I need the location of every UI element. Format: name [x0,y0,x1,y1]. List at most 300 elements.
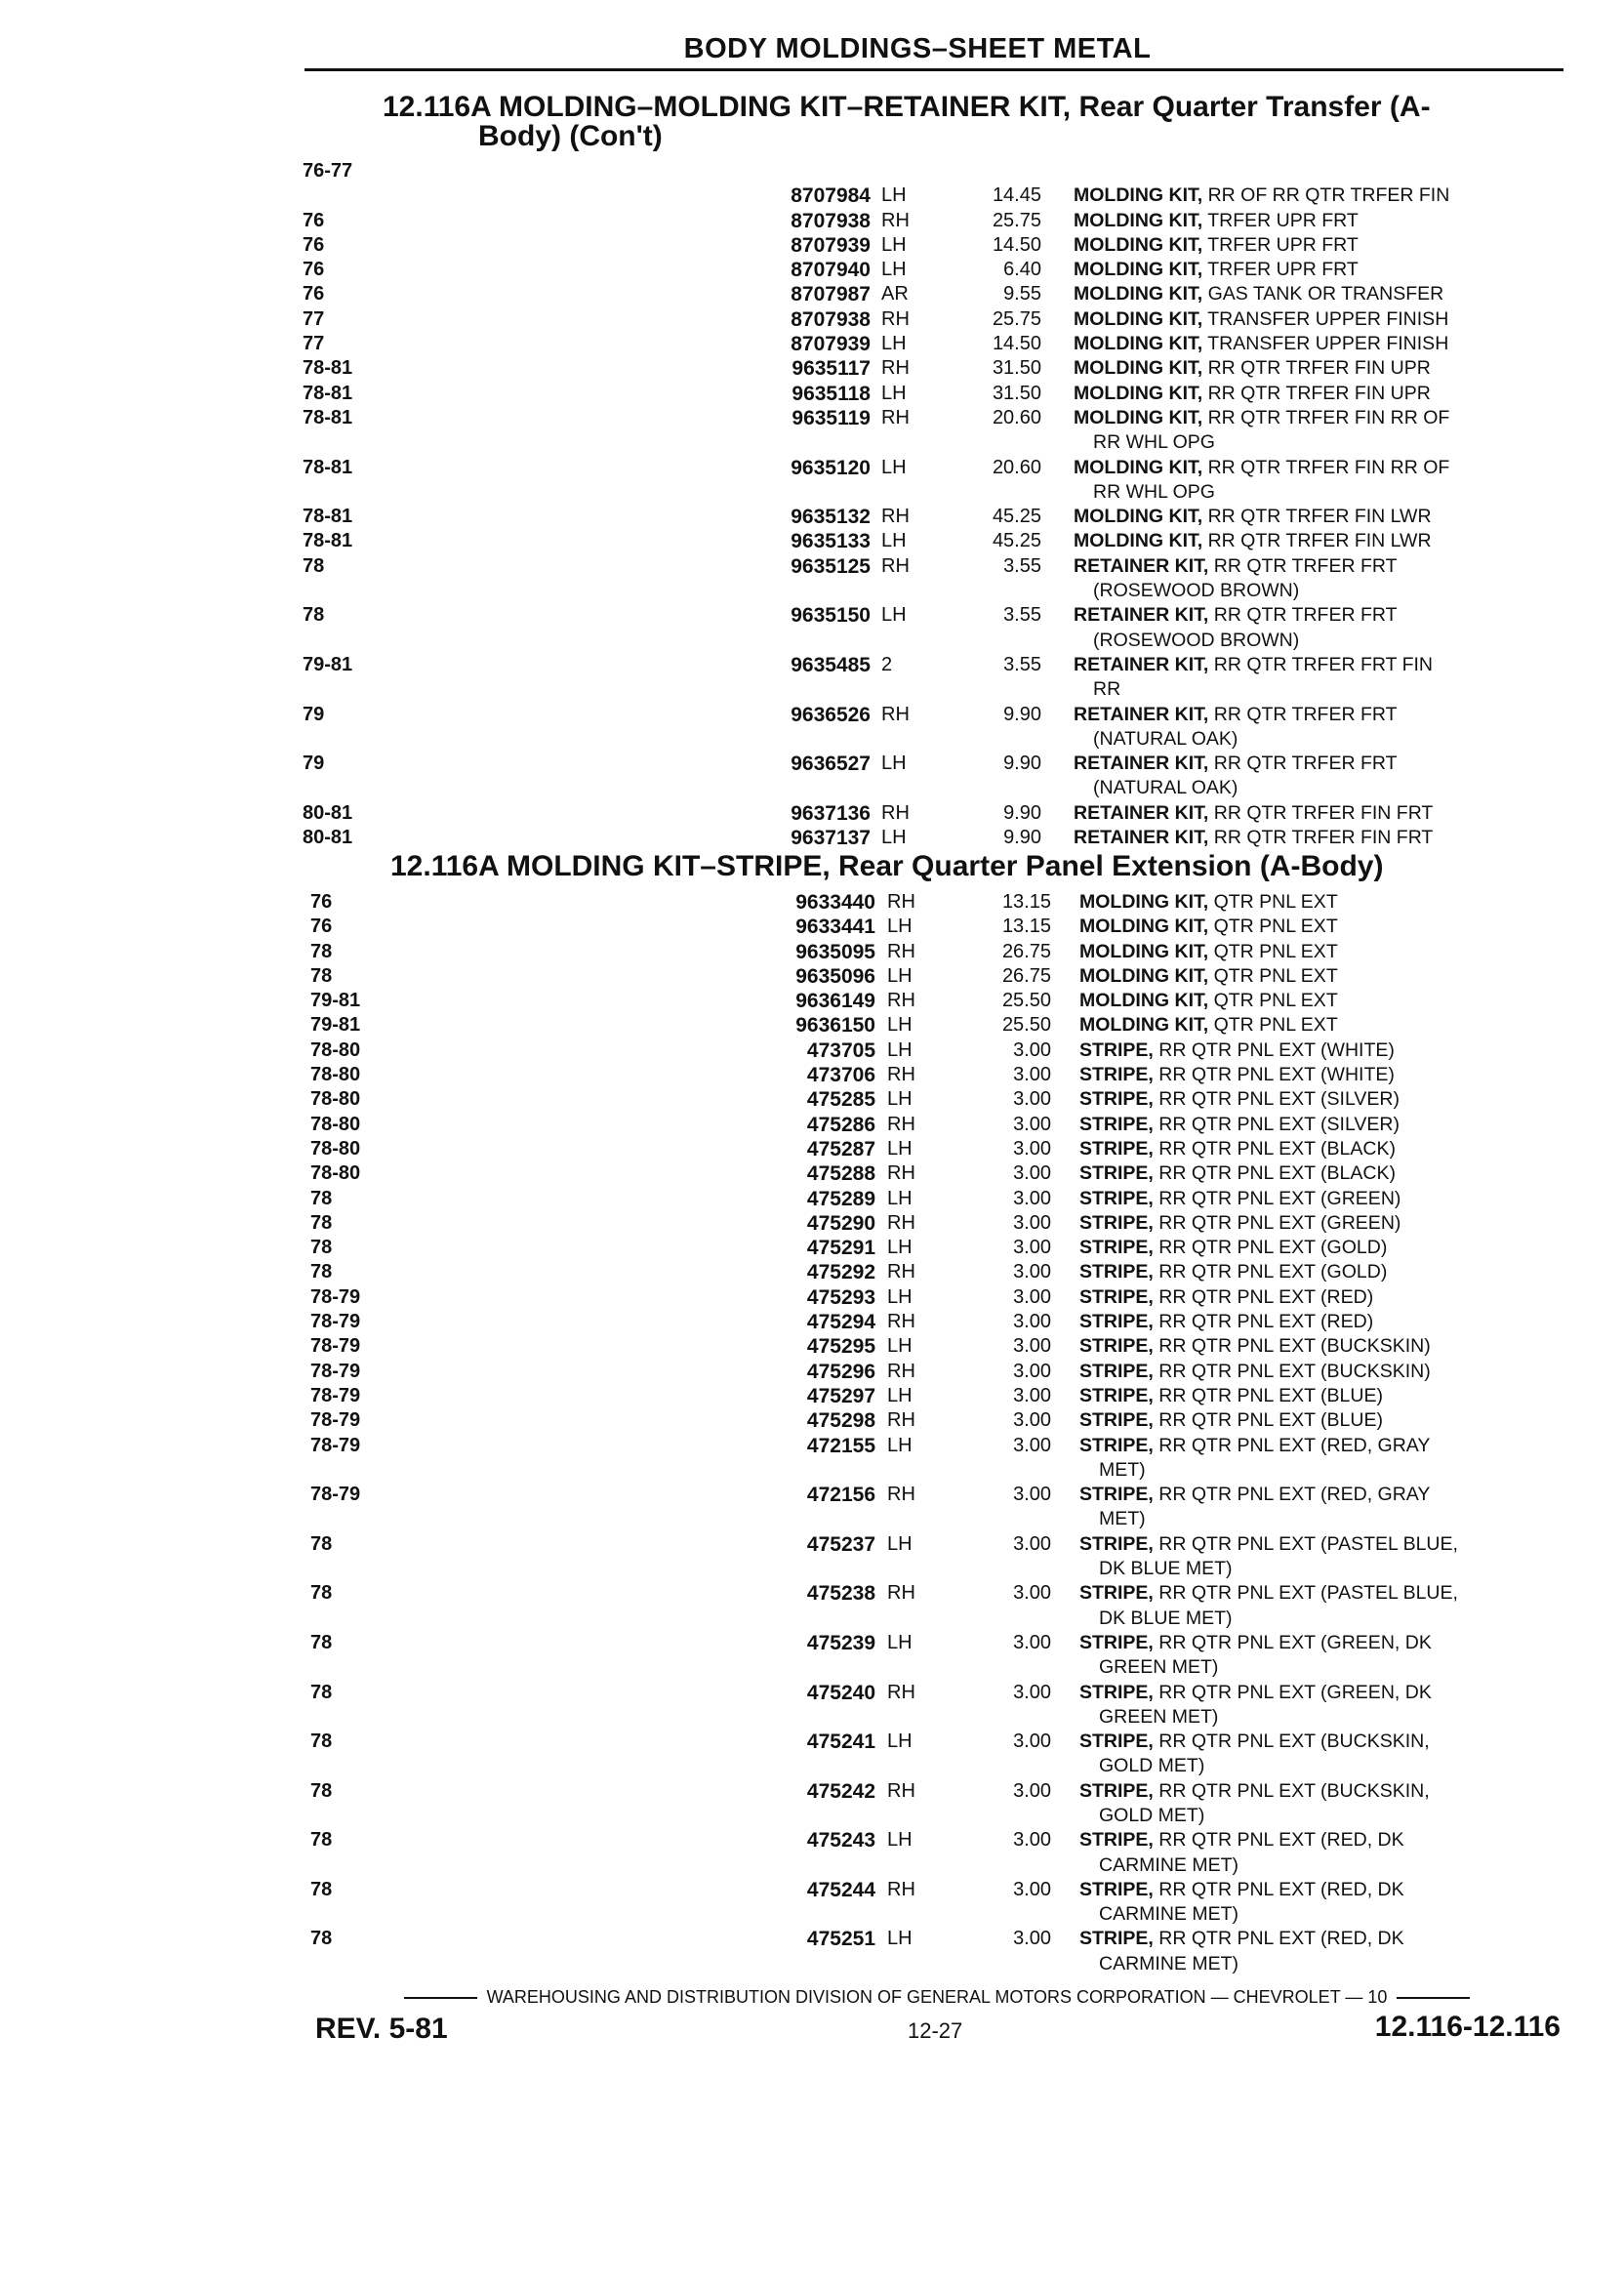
description-text: RR QTR PNL EXT (GREEN, DK [1158,1631,1432,1653]
part-number: 475297 [806,1384,875,1407]
description [1079,1483,1567,1532]
side-code: LH [881,827,907,849]
part-name: MOLDING KIT, [1074,209,1203,231]
description [1079,1087,1567,1112]
side-code: LH [887,964,913,987]
part-name: STRIPE, [1079,1038,1154,1061]
description-text: QTR PNL EXT [1213,891,1338,913]
description [1074,356,1562,381]
price: 9.90 [1003,703,1041,725]
description-text-cont: CARMINE MET) [1099,1952,1238,1975]
description-text: RR QTR PNL EXT (RED, DK [1158,1928,1404,1950]
footer-rule [404,1997,477,1999]
description-text-cont: GREEN MET) [1099,1656,1219,1679]
side-code: RH [887,1582,915,1605]
model-year: 78-80 [310,1064,361,1086]
part-name: MOLDING KIT, [1074,382,1203,404]
description [1074,307,1562,332]
part-number: 9635117 [792,357,871,381]
price: 25.50 [1001,990,1051,1012]
side-code: LH [887,1730,913,1753]
part-number: 475240 [806,1681,875,1704]
model-year: 78-79 [310,1384,361,1406]
side-code: LH [881,184,907,207]
side-code: RH [881,506,910,528]
part-number: 475244 [806,1878,875,1901]
part-name: RETAINER KIT, [1074,703,1209,725]
price: 3.55 [1003,554,1041,577]
description [1074,703,1562,753]
part-name: RETAINER KIT, [1074,554,1209,577]
part-name: STRIPE, [1079,1311,1154,1333]
price: 3.00 [1013,1434,1051,1456]
price: 9.90 [1003,801,1041,824]
side-code: LH [881,382,907,404]
description-text: RR QTR PNL EXT (GREEN, DK [1158,1681,1432,1703]
model-year: 78 [310,1730,333,1753]
description-text: RR QTR PNL EXT (BLUE) [1158,1409,1383,1432]
description-text: RR QTR PNL EXT (RED) [1158,1311,1374,1333]
description-text: RR QTR PNL EXT (RED, DK [1158,1878,1404,1900]
price: 3.00 [1013,1187,1051,1209]
side-code: LH [887,1532,913,1555]
description [1079,1334,1567,1359]
price: 20.60 [992,456,1041,478]
description [1079,1310,1567,1334]
part-number: 9635096 [795,964,875,988]
part-number: 475243 [806,1829,875,1852]
description-text: QTR PNL EXT [1213,1014,1338,1037]
part-number: 475298 [806,1409,875,1433]
part-number: 475291 [806,1237,875,1260]
price: 9.55 [1003,283,1041,305]
description [1079,940,1567,964]
side-code: RH [887,1162,915,1185]
description-text-cont: DK BLUE MET) [1099,1607,1233,1629]
part-number: 8707940 [791,259,871,282]
model-year: 78-79 [310,1409,361,1432]
model-year: 79-81 [310,1014,361,1037]
side-code: RH [887,1311,915,1333]
part-name: STRIPE, [1079,1681,1154,1703]
description [1079,1779,1567,1829]
part-name: STRIPE, [1079,1878,1154,1900]
part-number: 475289 [806,1187,875,1210]
description-text-cont: RR [1093,678,1121,701]
description [1079,1681,1567,1730]
model-year: 76 [303,233,325,256]
section-title-line1: 12.116A MOLDING KIT–STRIPE, Rear Quarter Panel Extension (A-Body) [390,850,1384,882]
part-number: 475242 [806,1779,875,1803]
revision-label: REV. 5-81 [315,2013,448,2045]
description-text-cont: CARMINE MET) [1099,1853,1238,1876]
price: 3.00 [1013,1631,1051,1653]
price: 9.90 [1003,827,1041,849]
description-text: TRANSFER UPPER FINISH [1207,333,1449,355]
description-text: RR QTR TRFER FRT [1213,604,1398,627]
model-year: 77 [303,307,325,330]
part-number: 9635132 [791,506,871,529]
description-text: TRFER UPR FRT [1207,259,1359,281]
description-text: RR QTR PNL EXT (GREEN) [1158,1211,1401,1234]
description [1074,529,1562,553]
part-number: 473705 [806,1038,875,1062]
description-text-cont: (NATURAL OAK) [1093,777,1238,799]
part-number: 475285 [806,1088,875,1112]
description [1079,1878,1567,1928]
price: 3.00 [1013,1261,1051,1283]
page-number: 12-27 [908,2018,963,2043]
part-number: 9635120 [791,456,871,479]
price: 3.00 [1013,1360,1051,1382]
description-text: RR QTR PNL EXT (WHITE) [1158,1038,1395,1061]
section-title [390,852,1383,881]
price: 3.00 [1013,1038,1051,1061]
side-code: RH [887,1779,915,1802]
description-text: QTR PNL EXT [1213,964,1338,987]
side-code: RH [887,1064,915,1086]
description [1079,1161,1567,1186]
price: 13.15 [1001,891,1051,913]
side-code: LH [887,1829,913,1852]
description-text-cont: (ROSEWOOD BROWN) [1093,580,1300,602]
price: 3.00 [1013,1384,1051,1406]
description [1079,1927,1567,1976]
description [1079,1631,1567,1681]
price: 3.55 [1003,653,1041,675]
part-name: STRIPE, [1079,1237,1154,1259]
side-code: LH [887,1928,913,1950]
description-text: RR QTR PNL EXT (SILVER) [1158,1088,1400,1111]
part-name: MOLDING KIT, [1079,990,1209,1012]
model-year: 78 [303,604,325,627]
description-text: RR QTR PNL EXT (WHITE) [1158,1064,1395,1086]
section-title-line1: 12.116A MOLDING–MOLDING KIT–RETAINER KIT, Rear Quarter Transfer (A- [383,91,1431,123]
model-year: 78 [310,1681,333,1703]
part-number: 9635150 [791,604,871,628]
description [1074,505,1562,529]
part-number: 475294 [806,1311,875,1334]
description-text: RR QTR TRFER FIN FRT [1213,801,1434,824]
description [1074,801,1562,826]
part-number: 472156 [806,1484,875,1507]
price: 3.00 [1013,1532,1051,1555]
part-number: 475288 [806,1162,875,1186]
part-name: STRIPE, [1079,1261,1154,1283]
part-name: STRIPE, [1079,1360,1154,1382]
description-text: RR QTR TRFER FRT [1213,703,1398,725]
description-text: RR QTR PNL EXT (GOLD) [1158,1261,1388,1283]
part-number: 9635485 [791,653,871,676]
price: 25.75 [992,307,1041,330]
description [1074,382,1562,406]
model-year: 79-81 [303,653,353,675]
side-code: RH [887,891,915,913]
price: 3.00 [1013,1088,1051,1111]
part-name: MOLDING KIT, [1074,307,1203,330]
description-text: RR QTR PNL EXT (PASTEL BLUE, [1158,1582,1458,1605]
model-year: 78 [310,1779,333,1802]
side-code: LH [887,1434,913,1456]
description-text: GAS TANK OR TRANSFER [1207,283,1444,305]
description [1079,1730,1567,1779]
model-year: 78 [303,554,325,577]
description-text: RR QTR PNL EXT (BUCKSKIN, [1158,1730,1430,1753]
part-number: 9636527 [791,753,871,776]
price: 25.50 [1001,1014,1051,1037]
model-year: 78-81 [303,406,353,428]
side-code: LH [887,1631,913,1653]
part-number: 9635133 [791,530,871,553]
description-text-cont: GOLD MET) [1099,1804,1205,1826]
model-year: 76 [303,259,325,281]
section-title [383,93,1431,151]
model-year: 78 [310,1237,333,1259]
part-name: MOLDING KIT, [1079,916,1209,938]
model-year: 78 [310,964,333,987]
model-year: 78-81 [303,456,353,478]
price: 14.45 [992,184,1041,207]
price: 31.50 [992,382,1041,404]
model-year: 78 [310,1532,333,1555]
model-year: 78 [310,1582,333,1605]
description-text: RR QTR TRFER FRT FIN [1213,653,1433,675]
model-year: 78-80 [310,1088,361,1111]
side-code: 2 [881,653,893,675]
part-number: 9633441 [795,916,875,939]
model-year: 80-81 [303,827,353,849]
description-text: RR QTR TRFER FIN UPR [1207,357,1431,380]
description-text: QTR PNL EXT [1213,940,1338,962]
page-header-title: BODY MOLDINGS–SHEET METAL [683,33,1152,64]
side-code: LH [881,259,907,281]
side-code: LH [887,1014,913,1037]
description [1079,1581,1567,1631]
description-text: RR QTR PNL EXT (RED, GRAY [1158,1434,1431,1456]
description [1074,183,1562,208]
model-year: 78 [310,1878,333,1900]
model-year: 78-80 [310,1137,361,1160]
model-year: 78-79 [310,1311,361,1333]
side-code: RH [887,1484,915,1506]
part-number: 475293 [806,1285,875,1309]
part-number: 475290 [806,1211,875,1235]
part-name: MOLDING KIT, [1074,456,1203,478]
model-year: 78 [310,1829,333,1852]
description-text: RR QTR PNL EXT (BLACK) [1158,1137,1396,1160]
side-code: RH [887,990,915,1012]
part-name: STRIPE, [1079,1187,1154,1209]
part-name: MOLDING KIT, [1079,964,1209,987]
description [1074,209,1562,233]
model-year: 78-79 [310,1285,361,1308]
part-name: STRIPE, [1079,1335,1154,1358]
model-year: 78-79 [310,1335,361,1358]
header-rule [304,68,1563,71]
part-number: 9636149 [795,990,875,1013]
description [1079,1063,1567,1087]
part-name: MOLDING KIT, [1074,184,1203,207]
model-year: 77 [303,333,325,355]
side-code: LH [881,233,907,256]
price: 9.90 [1003,753,1041,775]
price: 3.00 [1013,1730,1051,1753]
part-name: MOLDING KIT, [1074,357,1203,380]
part-number: 8707938 [791,307,871,331]
side-code: LH [887,1187,913,1209]
price: 3.00 [1013,1928,1051,1950]
price: 26.75 [1001,964,1051,987]
side-code: LH [881,333,907,355]
description [1079,1360,1567,1384]
model-year: 79 [303,703,325,725]
model-year: 78-79 [310,1434,361,1456]
description [1074,456,1562,506]
part-number: 9635095 [795,940,875,963]
model-year: 76 [303,209,325,231]
model-year: 76 [303,283,325,305]
description-text: RR QTR TRFER FIN RR OF [1207,456,1450,478]
description [1079,989,1567,1013]
description [1079,1113,1567,1137]
description-text: RR QTR TRFER FRT [1213,753,1398,775]
description-text: RR QTR TRFER FIN LWR [1207,506,1432,528]
description-text: RR QTR PNL EXT (SILVER) [1158,1113,1400,1135]
model-year: 78-81 [303,382,353,404]
side-code: LH [887,1285,913,1308]
description [1079,964,1567,989]
price: 3.55 [1003,604,1041,627]
description-text: RR QTR TRFER FRT [1213,554,1398,577]
price: 31.50 [992,357,1041,380]
part-number: 8707939 [791,333,871,356]
part-name: STRIPE, [1079,1532,1154,1555]
description-text: RR QTR TRFER FIN LWR [1207,530,1432,552]
description-text: RR QTR TRFER FIN FRT [1213,827,1434,849]
part-name: STRIPE, [1079,1285,1154,1308]
part-number: 475239 [806,1631,875,1654]
description-text: RR QTR PNL EXT (RED, DK [1158,1829,1404,1852]
side-code: LH [881,753,907,775]
model-year: 76 [310,916,333,938]
part-name: MOLDING KIT, [1074,530,1203,552]
part-number: 475286 [806,1113,875,1136]
part-name: RETAINER KIT, [1074,827,1209,849]
part-name: MOLDING KIT, [1074,233,1203,256]
model-year: 79 [303,753,325,775]
side-code: LH [881,604,907,627]
description [1074,554,1562,604]
part-name: STRIPE, [1079,1211,1154,1234]
side-code: RH [887,1211,915,1234]
price: 3.00 [1013,1779,1051,1802]
model-year: 78-80 [310,1113,361,1135]
side-code: RH [881,209,910,231]
description [1079,1013,1567,1038]
description [1074,826,1562,850]
description-text: RR QTR PNL EXT (BUCKSKIN) [1158,1360,1431,1382]
part-number: 9635119 [792,406,871,429]
section-title-line2: Body) (Con't) [478,120,663,152]
side-code: RH [881,554,910,577]
model-year: 78 [310,940,333,962]
part-number: 9635118 [792,382,871,405]
model-year: 78-81 [303,506,353,528]
part-name: STRIPE, [1079,1113,1154,1135]
part-number: 475237 [806,1532,875,1556]
price: 6.40 [1003,259,1041,281]
part-name: RETAINER KIT, [1074,753,1209,775]
side-code: RH [881,406,910,428]
part-name: MOLDING KIT, [1079,1014,1209,1037]
price: 3.00 [1013,1285,1051,1308]
part-name: MOLDING KIT, [1079,940,1209,962]
part-name: STRIPE, [1079,1162,1154,1185]
section-reference: 12.116-12.116 [1374,2011,1561,2043]
side-code: AR [881,283,909,305]
description [1079,1532,1567,1582]
part-name: RETAINER KIT, [1074,653,1209,675]
price: 20.60 [992,406,1041,428]
description-text-cont: GREEN MET) [1099,1705,1219,1728]
part-name: STRIPE, [1079,1829,1154,1852]
part-number: 9636150 [795,1014,875,1038]
footer-text: WAREHOUSING AND DISTRIBUTION DIVISION OF GENERAL MOTORS CORPORATION — CHEVROLET — 10 [486,1987,1388,2007]
description [1079,1434,1567,1484]
description [1079,1828,1567,1878]
part-number: 9637137 [791,827,871,850]
side-code: RH [881,357,910,380]
side-code: RH [887,1113,915,1135]
part-name: STRIPE, [1079,1631,1154,1653]
description-text: RR QTR PNL EXT (RED, GRAY [1158,1484,1431,1506]
part-name: STRIPE, [1079,1088,1154,1111]
side-code: RH [887,1681,915,1703]
part-number: 475292 [806,1261,875,1284]
side-code: LH [887,1384,913,1406]
description-text: RR QTR TRFER FIN RR OF [1207,406,1450,428]
description [1079,915,1567,939]
price: 3.00 [1013,1311,1051,1333]
description-text: RR QTR PNL EXT (GOLD) [1158,1237,1388,1259]
price: 45.25 [992,530,1041,552]
description-text: QTR PNL EXT [1213,990,1338,1012]
side-code: RH [881,703,910,725]
description-text-cont: (NATURAL OAK) [1093,727,1238,750]
description [1074,282,1562,306]
part-name: RETAINER KIT, [1074,604,1209,627]
model-year: 79-81 [310,990,361,1012]
price: 3.00 [1013,1162,1051,1185]
description [1079,1408,1567,1433]
part-number: 475238 [806,1582,875,1606]
part-name: STRIPE, [1079,1730,1154,1753]
model-year: 78-79 [310,1484,361,1506]
description-text: RR QTR PNL EXT (BLACK) [1158,1162,1396,1185]
description [1079,890,1567,915]
description-text-cont: MET) [1099,1458,1146,1481]
description-text: QTR PNL EXT [1213,916,1338,938]
model-year: 78 [310,1928,333,1950]
description-text: TRFER UPR FRT [1207,233,1359,256]
model-year: 78-79 [310,1360,361,1382]
side-code: RH [881,307,910,330]
price: 3.00 [1013,1137,1051,1160]
part-number: 472155 [806,1434,875,1457]
description [1079,1285,1567,1310]
price: 3.00 [1013,1878,1051,1900]
side-code: LH [887,1088,913,1111]
